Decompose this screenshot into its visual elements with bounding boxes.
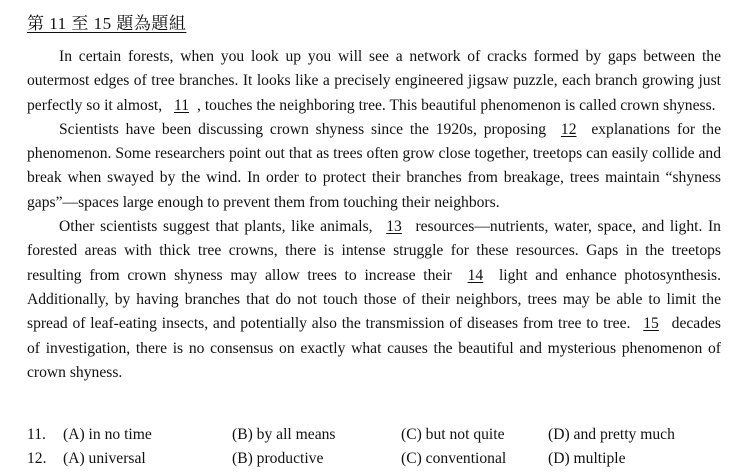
paragraph-2: [27, 118, 721, 215]
paragraph-3: [27, 215, 721, 385]
option-a[interactable]: (A) universal: [63, 450, 146, 467]
paragraph-3-text-a: Other scientists suggest that plants, like animals,: [59, 218, 379, 236]
paragraph-3-text-b: resources—nutrients, water, space, and light. In forested areas with thick tree crowns, there is intense struggle for these resources. Gaps in the treetops resulting from crown shyness may allow trees to increase their: [27, 218, 721, 284]
option-b[interactable]: (B) by all means: [232, 426, 336, 443]
paragraph-1-text-b: , touches the neighboring tree. This beautiful phenomenon is called crown shyness.: [197, 96, 716, 114]
paragraph-2-text-b: explanations for the phenomenon. Some researchers point out that as trees often grow close together, treetops can easily collide and break when swayed by the wind. In order to protect their branches from breakage, trees maintain “shyness gaps”—spaces large enough to prevent them from touching their neighbors.: [27, 120, 721, 211]
blank-15: 15: [643, 315, 659, 333]
option-d[interactable]: (D) and pretty much: [548, 426, 675, 443]
option-d[interactable]: (D) multiple: [548, 450, 626, 467]
blank-11: 11: [174, 96, 190, 114]
paragraph-1: [27, 45, 721, 118]
paragraph-3-text-c: light and enhance photosynthesis. Additionally, by having branches that do not touch those of their neighbors, trees may be able to limit the spread of leaf-eating insects, and potentially also the transmission of diseases from tree to tree.: [27, 266, 721, 333]
question-11: [27, 424, 727, 446]
option-a[interactable]: (A) in no time: [63, 426, 152, 443]
paragraph-1-text-a: In certain forests, when you look up you will see a network of cracks formed by gaps between the outermost edges of tree branches. It looks like a precisely engineered jigsaw puzzle, each branch growing just perfectly so it almost,: [27, 48, 721, 114]
option-c[interactable]: (C) conventional: [401, 450, 507, 467]
paragraph-2-text-a: Scientists have been discussing crown shyness since the 1920s, proposing: [59, 120, 553, 138]
blank-12: 12: [560, 120, 577, 138]
blank-14: 14: [467, 266, 484, 284]
option-c[interactable]: (C) but not quite: [401, 426, 505, 443]
question-number: 12.: [27, 450, 47, 467]
option-b[interactable]: (B) productive: [232, 450, 324, 467]
paragraph-3-text-d: decades of investigation, there is no consensus on exactly what causes the beautiful and mysterious phenomenon of crown shyness.: [27, 315, 722, 381]
reading-passage: [27, 45, 721, 385]
blank-13: 13: [386, 218, 402, 236]
section-heading: 第 11 至 15 題為題組: [27, 14, 187, 33]
question-number: 11.: [27, 426, 46, 443]
question-12: [27, 448, 727, 470]
